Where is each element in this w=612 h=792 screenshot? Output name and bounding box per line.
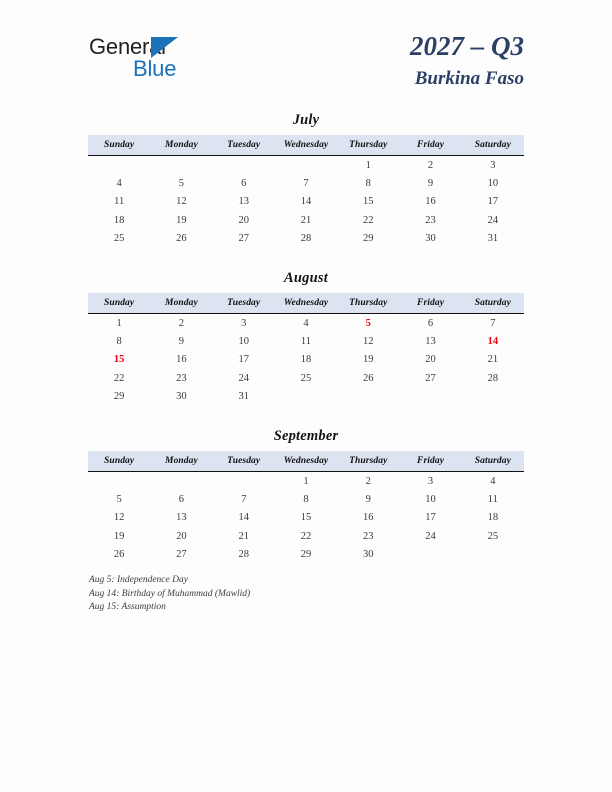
day-cell[interactable]: 16	[150, 351, 212, 369]
day-cell[interactable]: 2	[337, 471, 399, 490]
day-cell[interactable]: 22	[275, 527, 337, 545]
day-cell[interactable]: 6	[399, 313, 461, 332]
day-cell[interactable]: 21	[275, 211, 337, 229]
day-cell[interactable]: 1	[337, 156, 399, 175]
day-cell[interactable]: 20	[399, 351, 461, 369]
day-cell[interactable]: 25	[275, 369, 337, 387]
week-row	[88, 230, 524, 248]
weekday-header-saturday: Saturday	[462, 293, 524, 314]
day-cell[interactable]: 28	[462, 369, 524, 387]
day-cell[interactable]: 15	[275, 509, 337, 527]
weekday-header-row	[88, 451, 524, 472]
day-cell[interactable]: 19	[337, 351, 399, 369]
day-cell[interactable]: 11	[88, 193, 150, 211]
day-cell-empty	[88, 156, 150, 175]
day-cell[interactable]: 23	[337, 527, 399, 545]
weekday-header-row	[88, 135, 524, 156]
day-cell-empty	[213, 156, 275, 175]
day-cell[interactable]: 29	[275, 545, 337, 563]
weekday-header-wednesday: Wednesday	[275, 293, 337, 314]
week-row	[88, 211, 524, 229]
month-title: September	[273, 427, 339, 444]
week-row	[88, 388, 524, 406]
brand-name-blue: Blue	[133, 56, 177, 81]
day-cell[interactable]: 16	[337, 509, 399, 527]
day-cell-empty	[399, 388, 461, 406]
weekday-header-thursday: Thursday	[337, 135, 399, 156]
day-cell[interactable]: 8	[88, 332, 150, 350]
day-cell-empty	[150, 156, 212, 175]
weekday-header-sunday: Sunday	[88, 451, 150, 472]
day-cell[interactable]: 7	[462, 313, 524, 332]
day-cell[interactable]: 27	[213, 230, 275, 248]
weekday-header-monday: Monday	[150, 451, 212, 472]
day-cell[interactable]: 2	[150, 313, 212, 332]
day-cell[interactable]: 31	[213, 388, 275, 406]
page-title: 2027 – Q3	[410, 31, 524, 61]
month-block-august	[88, 270, 524, 406]
day-cell-empty	[275, 156, 337, 175]
week-row	[88, 351, 524, 369]
day-cell[interactable]: 15	[337, 193, 399, 211]
brand-name-general: General	[89, 34, 166, 59]
page-subtitle: Burkina Faso	[414, 68, 524, 89]
week-row	[88, 313, 524, 332]
day-cell-empty	[399, 545, 461, 563]
day-cell[interactable]: 17	[213, 351, 275, 369]
week-row	[88, 369, 524, 387]
weekday-header-tuesday: Tuesday	[213, 451, 275, 472]
weekday-header-monday: Monday	[150, 135, 212, 156]
day-cell[interactable]: 23	[399, 211, 461, 229]
week-row	[88, 193, 524, 211]
day-cell[interactable]: 4	[88, 174, 150, 192]
day-cell[interactable]: 14	[275, 193, 337, 211]
day-cell[interactable]: 27	[150, 545, 212, 563]
weekday-header-sunday: Sunday	[88, 135, 150, 156]
weekday-header-wednesday: Wednesday	[275, 451, 337, 472]
day-cell[interactable]: 26	[337, 369, 399, 387]
day-cell[interactable]: 30	[150, 388, 212, 406]
day-cell[interactable]: 8	[275, 490, 337, 508]
day-cell[interactable]: 28	[213, 545, 275, 563]
day-cell[interactable]: 1	[88, 313, 150, 332]
day-cell[interactable]: 25	[462, 527, 524, 545]
day-cell[interactable]: 9	[337, 490, 399, 508]
week-row	[88, 156, 524, 175]
day-cell[interactable]: 5	[88, 490, 150, 508]
brand-logo[interactable]	[89, 34, 269, 90]
day-cell[interactable]: 29	[88, 388, 150, 406]
week-row	[88, 332, 524, 350]
day-cell[interactable]: 22	[337, 211, 399, 229]
day-cell[interactable]: 18	[88, 211, 150, 229]
month-title: July	[292, 112, 320, 128]
day-cell-empty	[213, 471, 275, 490]
day-cell[interactable]: 4	[462, 471, 524, 490]
day-cell[interactable]: 8	[337, 174, 399, 192]
day-cell[interactable]: 29	[337, 230, 399, 248]
day-cell[interactable]: 3	[213, 313, 275, 332]
weekday-header-friday: Friday	[399, 293, 461, 314]
day-cell[interactable]: 12	[88, 509, 150, 527]
day-cell-empty	[462, 388, 524, 406]
weekday-header-friday: Friday	[399, 451, 461, 472]
weekday-header-friday: Friday	[399, 135, 461, 156]
month-title: August	[284, 269, 328, 286]
day-cell[interactable]: 19	[88, 527, 150, 545]
triangle-icon	[151, 37, 178, 58]
week-row	[88, 174, 524, 192]
day-cell[interactable]: 1	[275, 471, 337, 490]
day-cell-empty	[337, 388, 399, 406]
day-cell[interactable]: 7	[213, 490, 275, 508]
day-cell[interactable]: 5	[150, 174, 212, 192]
day-cell[interactable]: 6	[213, 174, 275, 192]
day-cell[interactable]: 17	[399, 509, 461, 527]
day-cell[interactable]: 16	[399, 193, 461, 211]
week-row	[88, 471, 524, 490]
day-cell[interactable]: 20	[213, 211, 275, 229]
month-block-july	[88, 112, 524, 248]
week-row	[88, 509, 524, 527]
day-cell[interactable]: 7	[275, 174, 337, 192]
day-cell[interactable]: 19	[150, 211, 212, 229]
holiday-note: Aug 5: Independence Day	[89, 575, 188, 585]
weekday-header-row	[88, 293, 524, 314]
day-cell[interactable]: 26	[150, 230, 212, 248]
day-cell[interactable]: 26	[88, 545, 150, 563]
day-cell[interactable]: 25	[88, 230, 150, 248]
day-cell[interactable]: 23	[150, 369, 212, 387]
title-block	[410, 30, 524, 92]
page-header	[0, 30, 612, 108]
day-cell[interactable]: 27	[399, 369, 461, 387]
day-cell[interactable]: 6	[150, 490, 212, 508]
day-cell[interactable]: 18	[462, 509, 524, 527]
day-cell[interactable]: 22	[88, 369, 150, 387]
day-cell[interactable]: 30	[399, 230, 461, 248]
day-cell[interactable]: 13	[399, 332, 461, 350]
day-cell[interactable]: 14	[213, 509, 275, 527]
day-cell[interactable]: 24	[213, 369, 275, 387]
day-cell[interactable]: 13	[213, 193, 275, 211]
day-cell[interactable]: 3	[462, 156, 524, 175]
day-cell[interactable]: 10	[462, 174, 524, 192]
day-cell[interactable]: 17	[462, 193, 524, 211]
holiday-notes	[89, 574, 489, 615]
day-cell[interactable]: 11	[275, 332, 337, 350]
day-cell[interactable]: 10	[399, 490, 461, 508]
weekday-header-saturday: Saturday	[462, 135, 524, 156]
weekday-header-tuesday: Tuesday	[213, 135, 275, 156]
week-row	[88, 527, 524, 545]
month-block-september	[88, 428, 524, 564]
day-cell-empty	[150, 471, 212, 490]
day-cell[interactable]: 12	[150, 193, 212, 211]
weekday-header-wednesday: Wednesday	[275, 135, 337, 156]
holiday-note: Aug 14: Birthday of Muhammad (Mawlid)	[89, 588, 251, 599]
weekday-header-thursday: Thursday	[337, 451, 399, 472]
day-cell[interactable]: 21	[213, 527, 275, 545]
week-row	[88, 490, 524, 508]
calendar-table	[88, 293, 524, 406]
day-cell[interactable]: 21	[462, 351, 524, 369]
day-cell-holiday[interactable]: 5	[337, 313, 399, 332]
day-cell[interactable]: 28	[275, 230, 337, 248]
calendar-table	[88, 451, 524, 564]
day-cell-empty	[88, 471, 150, 490]
holiday-note: Aug 15: Assumption	[89, 602, 166, 613]
day-cell[interactable]: 11	[462, 490, 524, 508]
day-cell[interactable]: 12	[337, 332, 399, 350]
day-cell[interactable]: 18	[275, 351, 337, 369]
day-cell[interactable]: 20	[150, 527, 212, 545]
day-cell-holiday[interactable]: 14	[462, 332, 524, 350]
weekday-header-sunday: Sunday	[88, 293, 150, 314]
day-cell[interactable]: 24	[399, 527, 461, 545]
months-container	[88, 112, 524, 586]
calendar-table	[88, 135, 524, 248]
day-cell[interactable]: 3	[399, 471, 461, 490]
day-cell-empty	[275, 388, 337, 406]
day-cell-holiday[interactable]: 15	[88, 351, 150, 369]
weekday-header-monday: Monday	[150, 293, 212, 314]
weekday-header-saturday: Saturday	[462, 451, 524, 472]
day-cell[interactable]: 30	[337, 545, 399, 563]
weekday-header-tuesday: Tuesday	[213, 293, 275, 314]
day-cell[interactable]: 9	[399, 174, 461, 192]
day-cell[interactable]: 31	[462, 230, 524, 248]
week-row	[88, 545, 524, 563]
day-cell[interactable]: 13	[150, 509, 212, 527]
day-cell[interactable]: 2	[399, 156, 461, 175]
day-cell[interactable]: 9	[150, 332, 212, 350]
day-cell[interactable]: 24	[462, 211, 524, 229]
day-cell-empty	[462, 545, 524, 563]
day-cell[interactable]: 4	[275, 313, 337, 332]
weekday-header-thursday: Thursday	[337, 293, 399, 314]
day-cell[interactable]: 10	[213, 332, 275, 350]
